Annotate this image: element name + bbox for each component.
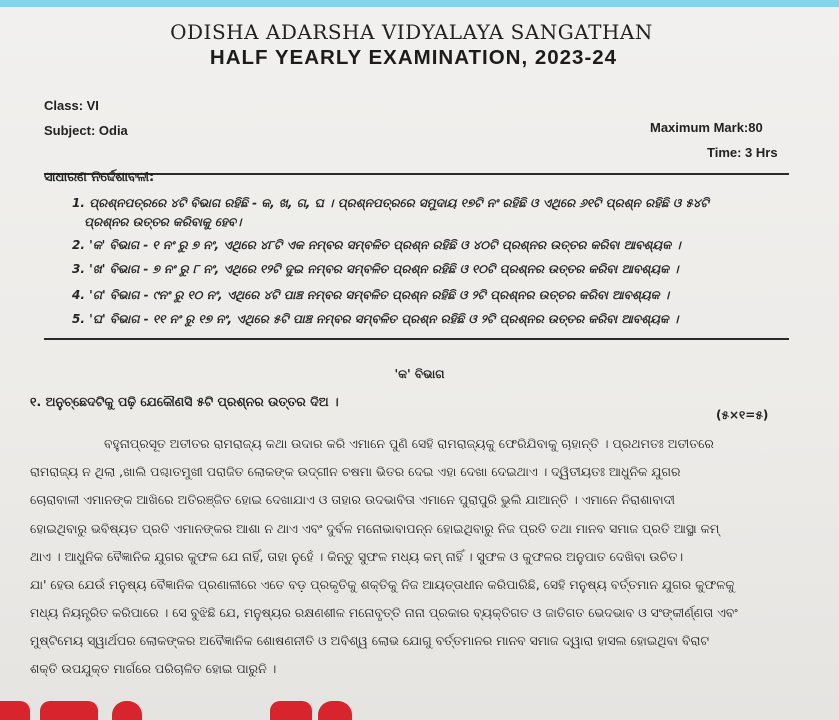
passage-line: ବହୁନାପ୍ରସୂତ ଅତୀତର ରାମରାଜ୍ୟ କଥା ଉଦାର କରି ଏମାନେ ପୁଣି ସେହି ରାମରାଜ୍ୟକୁ ଫେରିଯିବାକୁ ଚାହାନ୍ତି । ପ୍ରଥମତଃ ଅତୀତରେ: [104, 436, 714, 451]
instruction-item: 3. 'ଖ' ବିଭାଗ - ୭ ନଂ ରୁ ୮ ନଂ, ଏଥିରେ ୧୨ଟି ଦୁଇ ନମ୍ବର ସମ୍ବଳିତ ପ୍ରଶ୍ନ ରହିଛି ଓ ୧୦ଟି ପ୍ରଶ୍ନର ଉତ୍ତର କରିବା ଆବଶ୍ୟକ ।: [72, 262, 679, 276]
question-text: ୧. ଅନୁଚ୍ଛେଦଟିକୁ ପଢ଼ି ଯେକୌଣସି ୫ଟି ପ୍ରଶ୍ନର ଉତ୍ତର ଦିଅ ।: [30, 394, 339, 409]
passage-line: ଯା' ହେଉ ଯେଉଁ ମନୁଷ୍ୟ ବୈଜ୍ଞାନିକ ପ୍ରଣାଳୀରେ ଏତେ ବଡ଼ ପ୍ରକୃତିକୁ ଶକ୍ତିକୁ ନିଜ ଆୟତ୍ତାଧୀନ କରିପାରିଛି, ସେହି ମନୁଷ୍ୟ ବର୍ତ୍ତମାନ ଯୁଗର କୁଫଳକୁ: [30, 577, 735, 592]
instruction-item: ପ୍ରଶ୍ନର ଉତ୍ତର କରିବାକୁ ହେବ।: [84, 215, 242, 229]
organization-name: ODISHA ADARSHA VIDYALAYA SANGATHAN: [170, 20, 653, 44]
passage-line: ମଧ୍ୟ ନିୟନ୍ତ୍ରିତ କରିପାରେ । ସେ ବୁଝିଛି ଯେ, ମନୁଷ୍ୟର ରକ୍ଷଣଶୀଳ ମନୋବୃତ୍ତି ନାନା ପ୍ରକାର ବ୍ୟକ୍ତିଗତ ଓ ଜାତିଗତ ଭେଦଭାବ ଓ ସଂଙ୍କୀର୍ଣ୍ଣତା ଏବଂ: [30, 605, 738, 620]
passage-line: ମୁଷ୍ଟିମେୟ ସ୍ୱାର୍ଥପର ଲୋକଙ୍କର ଅବୈଜ୍ଞାନିକ ଶୋଷଣନୀତି ଓ ଅବିଶ୍ୱ ଲୋଭ ଯୋଗୁ ବର୍ତ୍ତମାନର ମାନବ ସମାଜ ଦ୍ୱାରା ହାସଲ ହୋଇଥିବା ବିରାଟ: [30, 633, 710, 648]
red-overlay-shape: [270, 701, 312, 720]
passage-line: ଶକ୍ତି ଉପଯୁକ୍ତ ମାର୍ଗରେ ପରିଚାଳିତ ହୋଇ ପାରୁନି ।: [30, 661, 277, 676]
instructions-heading: ସାଧାରଣ ନିର୍ଦ୍ଦେଶାବଳୀ:: [44, 170, 155, 185]
red-overlay-shape: [40, 701, 98, 720]
red-overlay-shape: [0, 701, 30, 720]
exam-title: HALF YEARLY EXAMINATION, 2023-24: [209, 46, 618, 69]
section-title: 'କ' ବିଭାଗ: [394, 367, 445, 381]
instruction-item: 1. ପ୍ରଶ୍ନପତ୍ରରେ ୪ଟି ବିଭାଗ ରହିଛି - କ, ଖ, ଗ, ଘ । ପ୍ରଶ୍ନପତ୍ରରେ ସମୁଦାୟ ୧୭ଟି ନଂ ରହିଛି ଓ ଏଥିରେ ୬୧ଟି ପ୍ରଶ୍ନ ରହିଛି ଓ ୫୪ଟି: [72, 196, 709, 210]
subject-label: Subject: Odia: [44, 123, 128, 138]
instruction-item: 2. 'କ' ବିଭାଗ - ୧ ନଂ ରୁ ୭ ନଂ, ଏଥିରେ ୪୮ଟି ଏକ ନମ୍ବର ସମ୍ବଳିତ ପ୍ରଶ୍ନ ରହିଛି ଓ ୪୦ଟି ପ୍ରଶ୍ନର ଉତ୍ତର କରିବା ଆବଶ୍ୟକ ।: [72, 238, 681, 252]
divider-line: [44, 338, 789, 340]
passage-line: ହୋଇଥିବାରୁ ଭବିଷ୍ୟତ ପ୍ରତି ଏମାନଙ୍କର ଆଶା ନ ଥାଏ ଏବଂ ଦୁର୍ବଳ ମନୋଭାବାପନ୍ନ ହୋଇଥିବାରୁ ନିଜ ପ୍ରତି ତଥା ମାନବ ସମାଜ ପ୍ରତି ଆସ୍ଥା କମ୍: [30, 521, 720, 536]
instruction-item: 4. 'ଗ' ବିଭାଗ - ୯ନଂ ରୁ ୧୦ ନଂ, ଏଥିରେ ୪ଟି ପାଞ୍ଚ ନମ୍ବର ସମ୍ବଳିତ ପ୍ରଶ୍ନ ରହିଛି ଓ ୨ଟି ପ୍ରଶ୍ନର ଉତ୍ତର କରିବା ଆବଶ୍ୟକ ।: [72, 288, 670, 302]
passage-line: ରାମରାଜ୍ୟ ନ ଥିଲା ,ଖାଲି ପଶ୍ଚାତମୁଖୀ ପରାଜିତ ଲୋକଙ୍କ ଉଦ୍ଗୀନ ଚଷମା ଭିତର ଦେଇ ଏହା ଦେଖା ଦେଇଥାଏ । ଦ୍ୱିତୀୟତଃ ଆଧୁନିକ ଯୁଗର: [30, 464, 681, 479]
red-overlay-shape: [318, 701, 352, 720]
maximum-mark: Maximum Mark:80: [650, 120, 763, 135]
class-label: Class: VI: [44, 98, 99, 113]
top-color-strip: [0, 0, 839, 7]
red-overlay-shape: [112, 701, 142, 720]
divider-line: [44, 173, 789, 175]
passage-line: ଥାଏ । ଆଧୁନିକ ବୈଜ୍ଞାନିକ ଯୁଗର କୁଫଳ ଯେ ନାହିଁ, ତାହା ନୁହେଁ । କିନ୍ତୁ ସୁଫଳ ମଧ୍ୟ କମ୍ ନାହିଁ । ସୁଫଳ ଓ କୁଫଳର ଅନୁପାତ ଦେଖିବା ଉଚିତ।: [30, 549, 684, 564]
time-allowed: Time: 3 Hrs: [707, 145, 778, 160]
instruction-item: 5. 'ଘ' ବିଭାଗ - ୧୧ ନଂ ରୁ ୧୭ ନଂ, ଏଥିରେ ୫ଟି ପାଞ୍ଚ ନମ୍ବର ସମ୍ବଳିତ ପ୍ରଶ୍ନ ରହିଛି ଓ ୨ଟି ପ୍ରଶ୍ନର ଉତ୍ତର କରିବା ଆବଶ୍ୟକ ।: [72, 312, 679, 326]
question-marks: (୫×୧=୫): [716, 408, 769, 422]
passage-line: ଚୋରାବାଳୀ ଏମାନଙ୍କ ଆଖିରେ ଅତିରଞ୍ଜିତ ହୋଇ ଦେଖାଯାଏ ଓ ତାହାର ଉଦଭାବିତା ଏମାନେ ପୁରାପୁରି ଭୁଲି ଯାଆନ୍ତି । ଏମାନେ ନିରାଶାବାଦୀ: [30, 492, 675, 507]
